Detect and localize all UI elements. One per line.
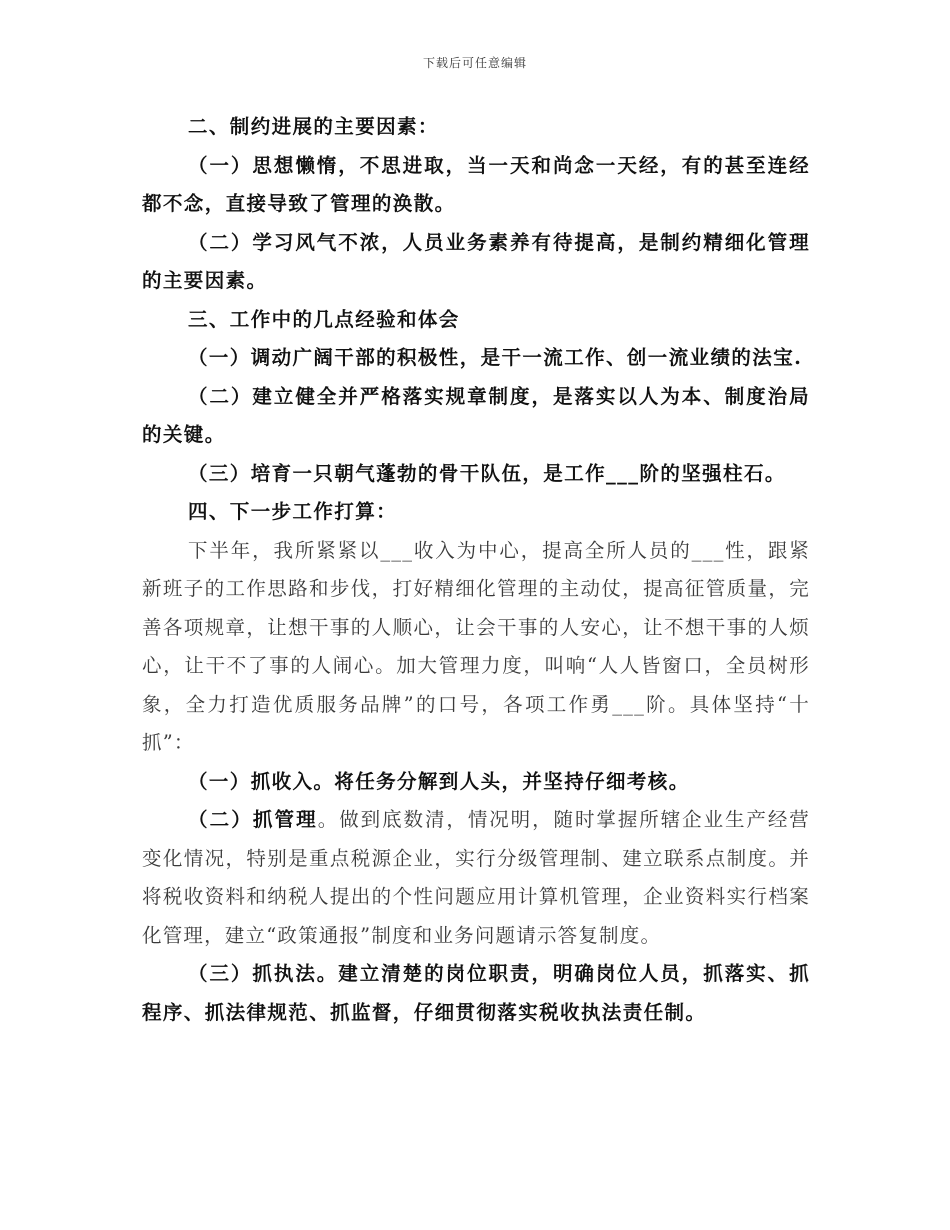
paragraph-4-3: （三）抓执法。建立清楚的岗位职责，明确岗位人员，抓落实、抓程序、抓法律规范、抓监督，仔细贯彻落实税收执法责任制。 (142, 962, 810, 1024)
page-header-note: 下载后可任意编辑 (422, 56, 527, 70)
paragraph-3-2: （二）建立健全并严格落实规章制度，是落实以人为本、制度治局的关键。 (142, 384, 810, 446)
document-body (142, 108, 810, 1032)
paragraph-2-1: （一）思想懒惰，不思进取，当一天和尚念一天经，有的甚至连经都不念，直接导致了管理的涣散。 (142, 153, 810, 215)
section-heading-4: 四、下一步工作打算： (188, 500, 398, 523)
paragraph-4-2 (142, 801, 810, 955)
paragraph-3-1: （一）调动广阔干部的积极性，是干一流工作、创一流业绩的法宝. (188, 346, 803, 369)
paragraph-4-1: （一）抓收入。将任务分解到人头，并坚持仔细考核。 (188, 769, 690, 793)
paragraph-3-3: （三）培育一只朝气蓬勃的骨干队伍，是工作___阶的坚强柱石。 (188, 461, 786, 485)
paragraph-4-2-body: 。做到底数清，情况明，随时掌握所辖企业生产经营变化情况，特别是重点税源企业，实行分级管理制、建立联系点制度。并将税收资料和纳税人提出的个性问题应用计算机管理，企业资料实行档案化管理，建立“政策通报”制度和业务问题请示答复制度。 (142, 808, 810, 947)
section-heading-3: 三、工作中的几点经验和体会 (188, 307, 460, 331)
paragraph-4-intro: 下半年，我所紧紧以___收入为中心，提高全所人员的___性，跟紧新班子的工作思路和步伐，打好精细化管理的主动仗，提高征管质量，完善各项规章，让想干事的人顺心，让会干事的人安心，让不想干事的人烦心，让干不了事的人闹心。加大管理力度，叫响“人人皆窗口，全员树形象，全力打造优质服务品牌”的口号，各项工作勇___阶。具体坚持“十抓”： (142, 538, 810, 754)
paragraph-2-2: （二）学习风气不浓，人员业务素养有待提高，是制约精细化管理的主要因素。 (142, 230, 810, 292)
paragraph-4-2-lead: （二）抓管理 (188, 808, 318, 831)
section-heading-2: 二、制约进展的主要因素： (188, 115, 439, 138)
